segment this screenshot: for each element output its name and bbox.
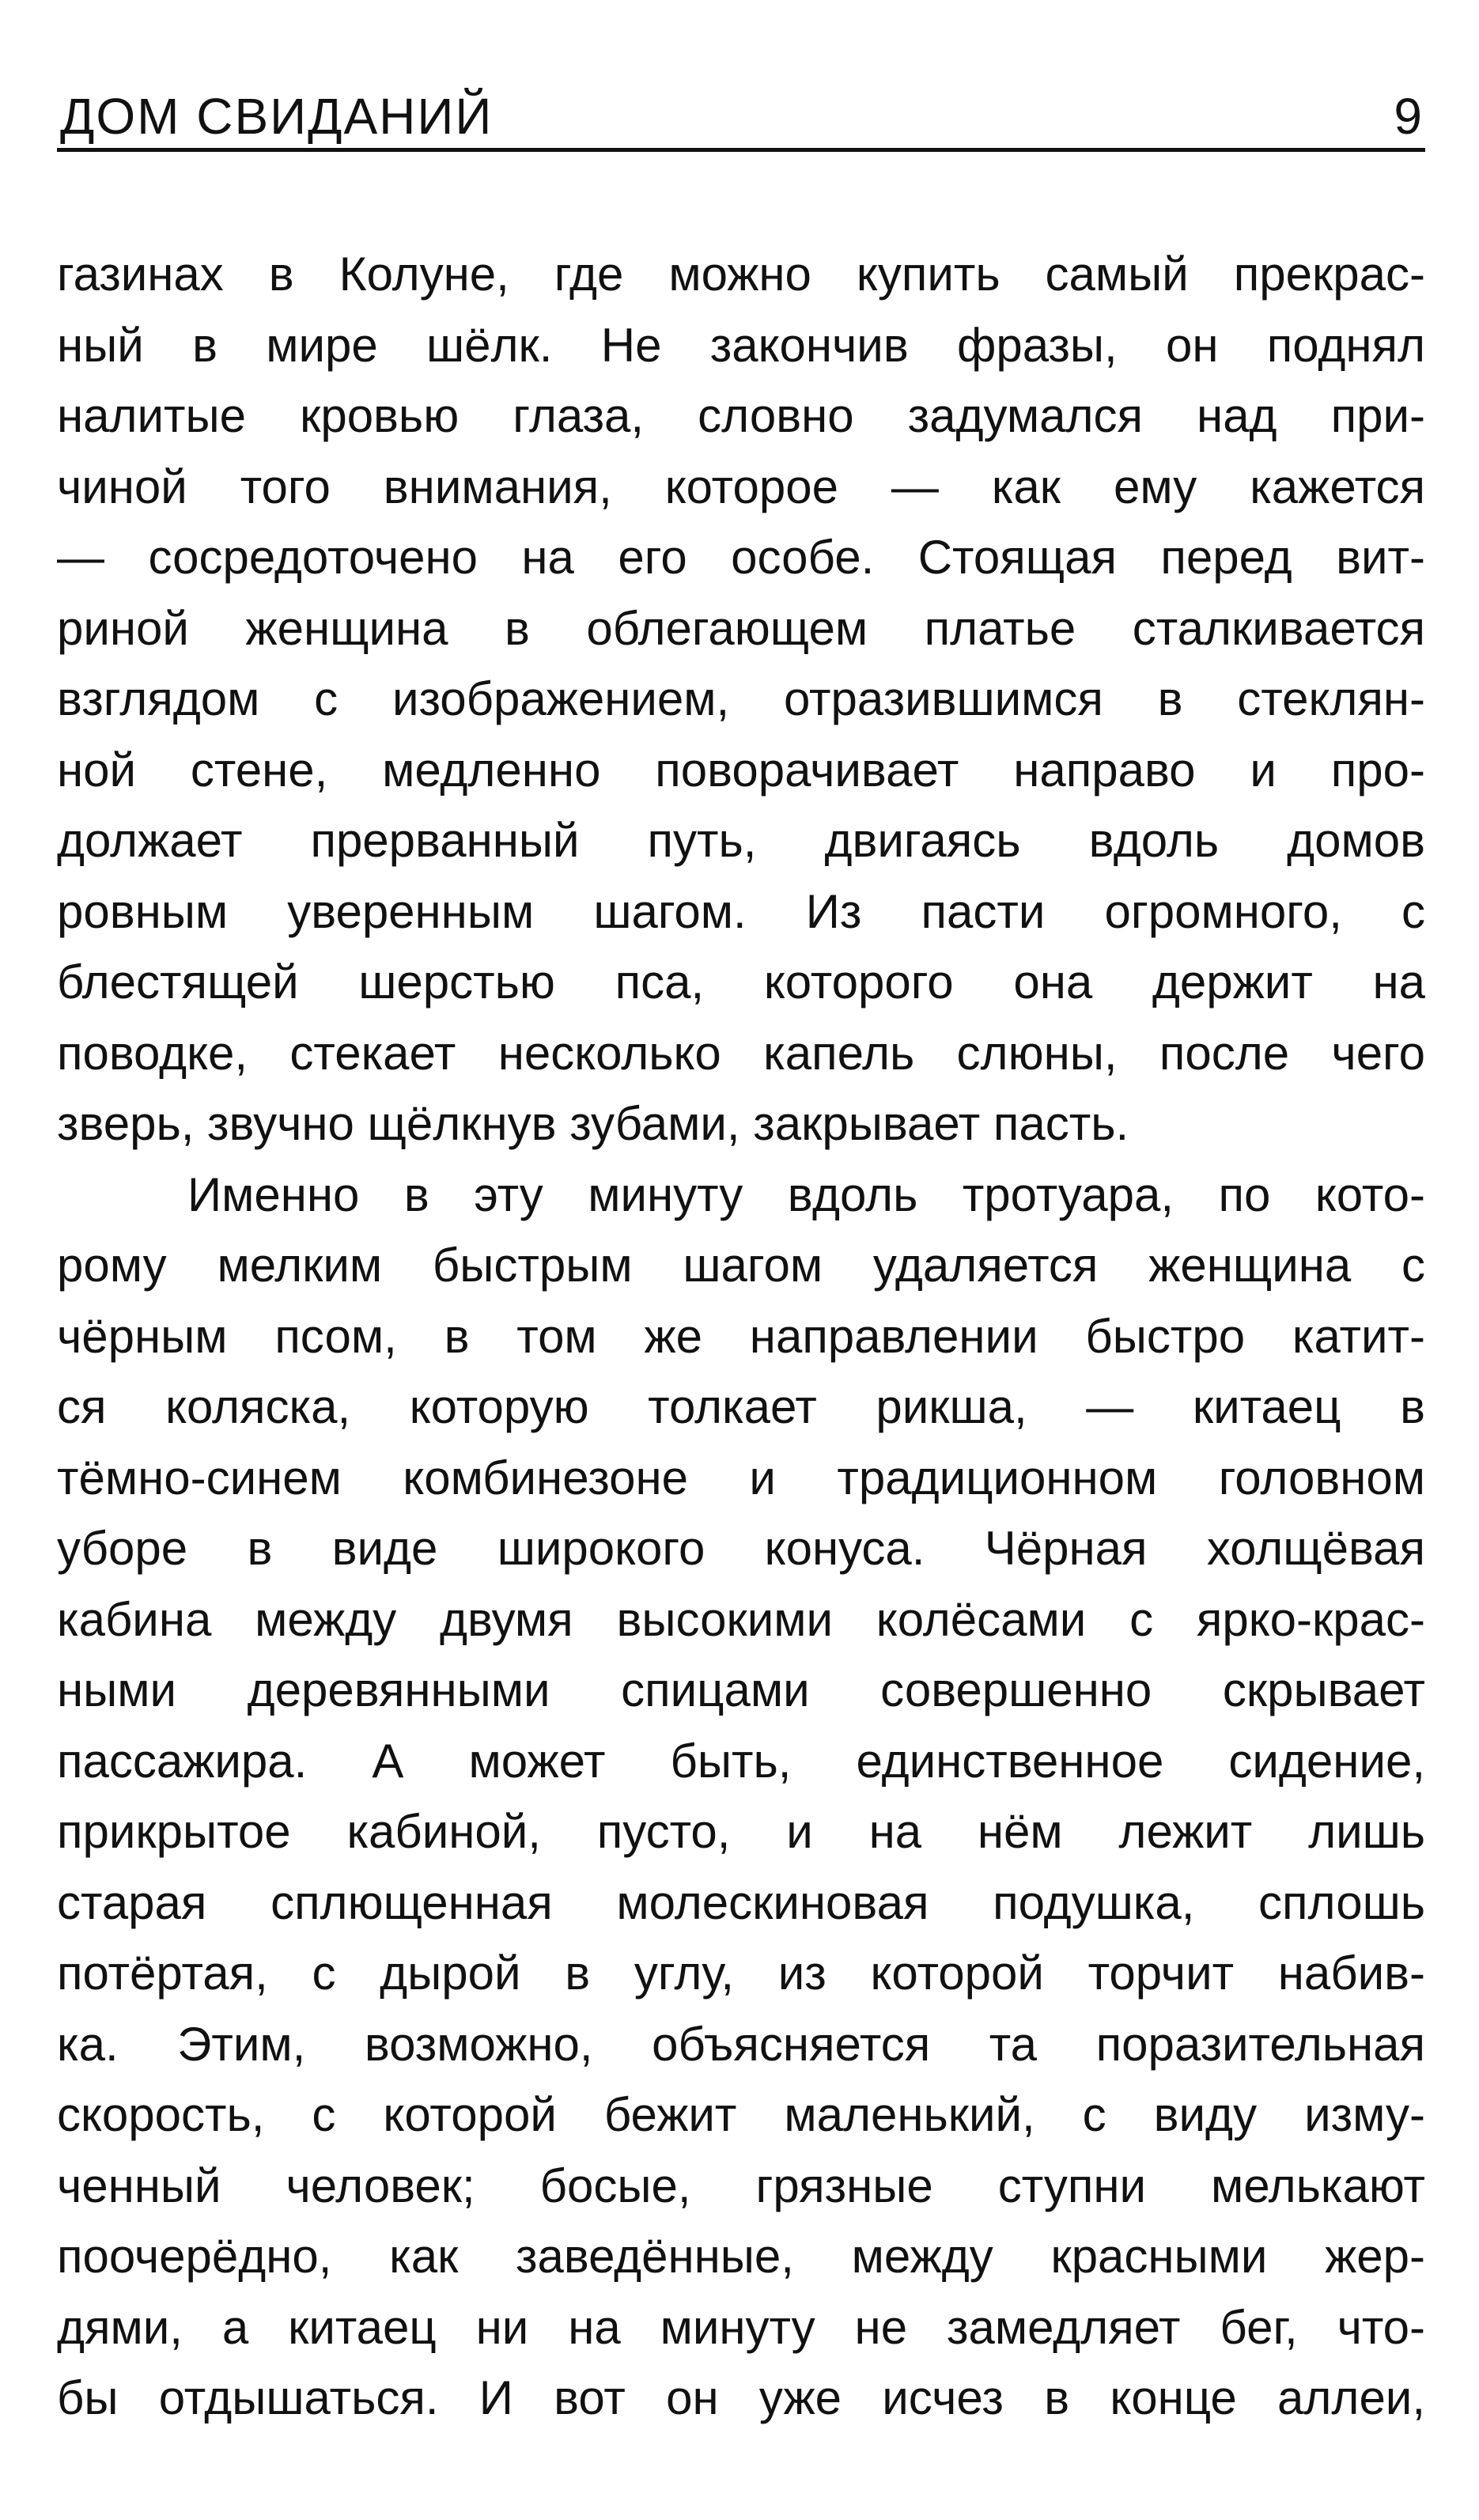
- paragraph-2: [57, 1160, 1425, 2434]
- text-line: поочерёдно, как заведённые, между красными жер-: [57, 2230, 1425, 2283]
- text-line: прикрытое кабиной, пусто, и на нём лежит лишь: [57, 1805, 1425, 1858]
- text-line: ка. Этим, возможно, объясняется та поразительная: [57, 2017, 1425, 2071]
- text-line: рому мелким быстрым шагом удаляется женщина с: [57, 1239, 1425, 1292]
- text-line: зверь, звучно щёлкнув зубами, закрывает пасть.: [57, 1097, 1129, 1150]
- text-line: потёртая, с дырой в углу, из которой торчит набив-: [57, 1947, 1425, 2000]
- running-header: [57, 75, 1425, 152]
- body-text: [57, 239, 1425, 2434]
- text-line: Именно в эту минуту вдоль тротуара, по кото-: [187, 1167, 1425, 1221]
- text-line: уборе в виде широкого конуса. Чёрная холщёвая: [57, 1522, 1425, 1575]
- running-title: ДОМ СВИДАНИЙ: [60, 88, 494, 145]
- text-line: старая сплющенная молескиновая подушка, сплошь: [57, 1875, 1425, 1929]
- text-line: ся коляска, которую толкает рикша, — китаец в: [57, 1380, 1425, 1433]
- text-line: дями, а китаец ни на минуту не замедляет бег, что-: [57, 2300, 1425, 2354]
- text-line: ный в мире шёлк. Не закончив фразы, он поднял: [57, 318, 1425, 372]
- text-line: поводке, стекает несколько капель слюны, после чего: [57, 1026, 1425, 1080]
- text-line: чёрным псом, в том же направлении быстро катит-: [57, 1309, 1425, 1363]
- text-line: должает прерванный путь, двигаясь вдоль домов: [57, 814, 1425, 867]
- text-line: риной женщина в облегающем платье сталкивается: [57, 601, 1425, 655]
- text-line: чиной того внимания, которое — как ему кажется: [57, 460, 1425, 513]
- text-line: блестящей шерстью пса, которого она держит на: [57, 955, 1425, 1008]
- text-line: скорость, с которой бежит маленький, с виду изму-: [57, 2088, 1425, 2141]
- text-line: тёмно-синем комбинезоне и традиционном головном: [57, 1451, 1425, 1504]
- text-line: взглядом с изображением, отразившимся в стеклян-: [57, 672, 1425, 725]
- paragraph-1: [57, 239, 1425, 1160]
- text-line: ными деревянными спицами совершенно скрывает: [57, 1663, 1425, 1716]
- text-line: налитые кровью глаза, словно задумался над при-: [57, 389, 1425, 442]
- text-line: ной стене, медленно поворачивает направо и про-: [57, 743, 1425, 796]
- text-line: ченный человек; босые, грязные ступни мелькают: [57, 2159, 1425, 2212]
- text-line: бы отдышаться. И вот он уже исчез в конце аллеи,: [57, 2371, 1425, 2424]
- text-line: газинах в Колуне, где можно купить самый прекрас-: [57, 248, 1425, 301]
- book-page: [57, 75, 1425, 2488]
- text-line: — сосредоточено на его особе. Стоящая перед вит-: [57, 531, 1425, 584]
- text-line: пассажира. А может быть, единственное сидение,: [57, 1734, 1425, 1788]
- text-line: ровным уверенным шагом. Из пасти огромного, с: [57, 884, 1425, 938]
- page-number: 9: [1394, 88, 1422, 145]
- text-line: кабина между двумя высокими колёсами с ярко-крас-: [57, 1592, 1425, 1646]
